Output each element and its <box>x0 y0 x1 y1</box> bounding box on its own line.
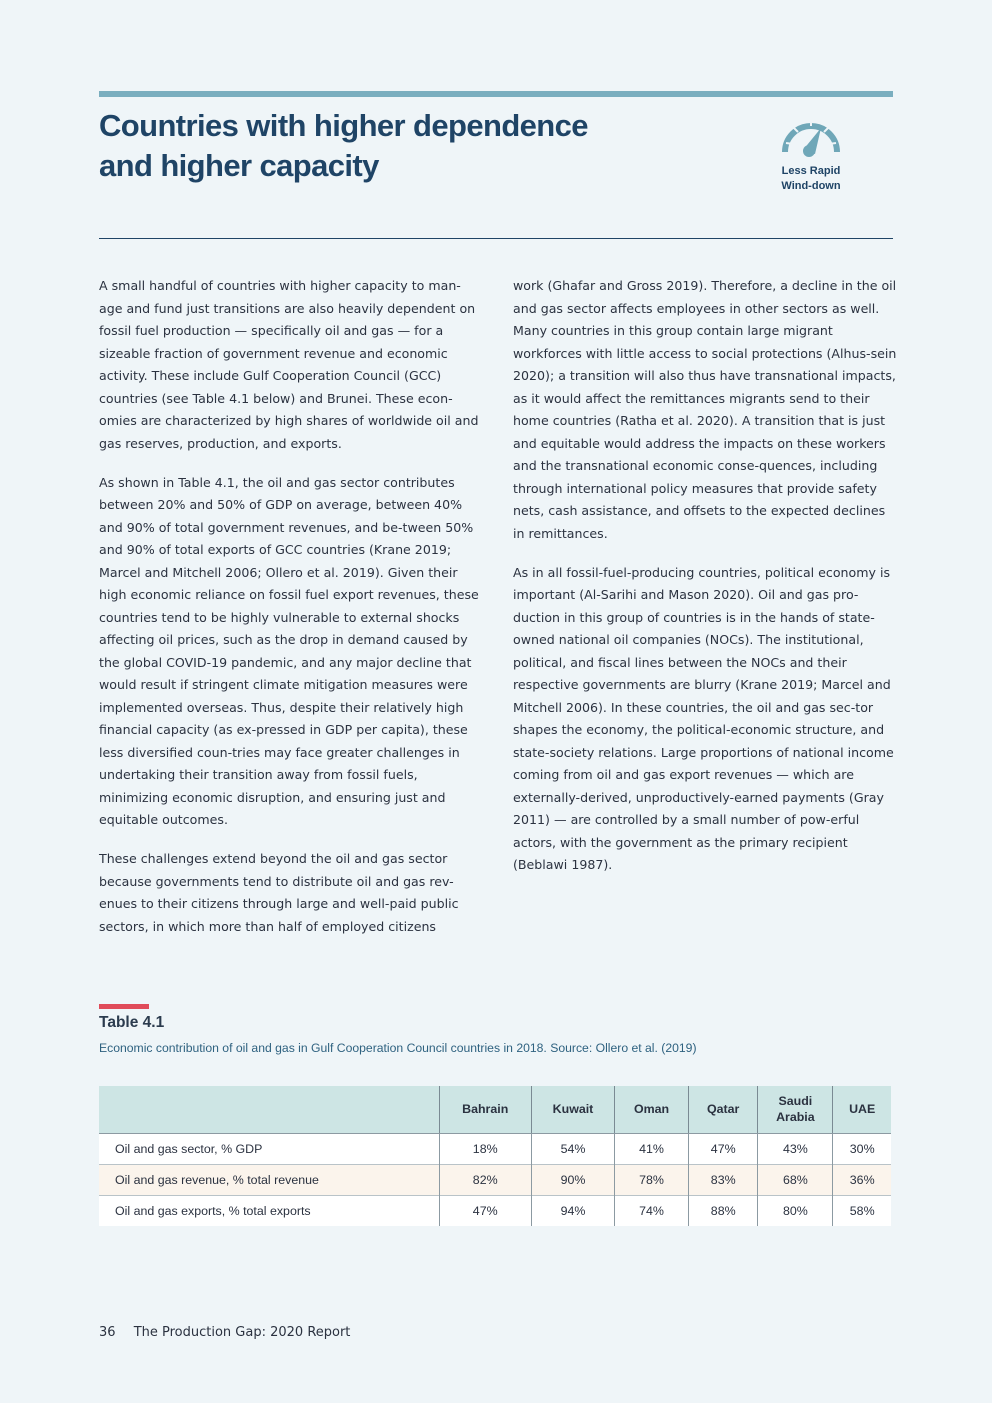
table-cell: 47% <box>689 1133 758 1164</box>
paragraph: These challenges extend beyond the oil and gas sector because governments tend to distribute oil and gas rev-enues to their citizens through large and well-paid public sectors, in which more than half of employed citizens <box>99 851 459 934</box>
table-cell: 54% <box>531 1133 614 1164</box>
table-cell: 36% <box>833 1164 891 1195</box>
badge-label-line-1: Less Rapid <box>781 165 841 177</box>
badge-label <box>765 164 857 194</box>
column-header-blank <box>99 1086 439 1133</box>
table-cell: 30% <box>833 1133 891 1164</box>
speedometer-icon <box>779 110 843 160</box>
table-cell: 90% <box>531 1164 614 1195</box>
report-title: The Production Gap: 2020 Report <box>133 1325 351 1340</box>
column-header-bahrain: Bahrain <box>439 1086 531 1133</box>
table-cell: 78% <box>615 1164 689 1195</box>
page-footer <box>99 1325 350 1340</box>
table-cell: 41% <box>615 1133 689 1164</box>
table-cell: 47% <box>439 1195 531 1226</box>
table-row <box>99 1164 891 1195</box>
paragraph: work (Ghafar and Gross 2019). Therefore, a decline in the oil and gas sector affects employees in other sectors as well. Many countries in this group contain large migrant workforces with little access to social protections (Alhus-sein 2020); a transition will also thus have transnational impacts, as it would affect the remittances migrants send to their home countries (Ratha et al. 2020). A transition that is just and equitable would address the impacts on these workers and the transnational economic conse-quences, including through international policy measures that provide safety nets, cash assistance, and offsets to the expected declines in remittances. <box>513 278 897 541</box>
table-row <box>99 1195 891 1226</box>
right-column <box>513 275 899 893</box>
table-row <box>99 1133 891 1164</box>
table-cell: 82% <box>439 1164 531 1195</box>
badge-label-line-2: Wind-down <box>781 180 841 192</box>
table-cell: 94% <box>531 1195 614 1226</box>
header-divider <box>99 238 893 239</box>
table-caption: Economic contribution of oil and gas in Gulf Cooperation Council countries in 2018. Source: Ollero et al. (2019) <box>99 1041 697 1055</box>
page-title-line-2: and higher capacity <box>99 148 379 183</box>
paragraph: As in all fossil-fuel-producing countries, political economy is important (Al-Sarihi and Mason 2020). Oil and gas pro-duction in this group of countries is in the hands of state-owned national oil companies (NOCs). The institutional, political, and fiscal lines between the NOCs and their respective governments are blurry (Krane 2019; Marcel and Mitchell 2006). In these countries, the oil and gas sec-tor shapes the economy, the political-economic structure, and state-society relations. Large proportions of national income coming from oil and gas export revenues — which are externally-derived, unproductively-earned payments (Gray 2011) — are controlled by a small number of pow-erful actors, with the government as the primary recipient (Beblawi 1987). <box>513 564 894 872</box>
wind-down-badge <box>765 110 857 194</box>
table-cell: 68% <box>758 1164 833 1195</box>
table-cell: 74% <box>615 1195 689 1226</box>
page-title-line-1: Countries with higher dependence <box>99 108 588 143</box>
row-label: Oil and gas exports, % total exports <box>99 1195 439 1226</box>
table-cell: 43% <box>758 1133 833 1164</box>
gcc-oil-gas-table <box>99 1086 891 1226</box>
column-header-kuwait: Kuwait <box>531 1086 614 1133</box>
row-label: Oil and gas revenue, % total revenue <box>99 1164 439 1195</box>
left-column <box>99 275 483 955</box>
page-title <box>99 106 659 186</box>
column-header-oman: Oman <box>615 1086 689 1133</box>
page-number: 36 <box>99 1325 116 1340</box>
row-label: Oil and gas sector, % GDP <box>99 1133 439 1164</box>
top-accent-rule <box>99 91 893 97</box>
column-header-uae: UAE <box>833 1086 891 1133</box>
table-header-row <box>99 1086 891 1133</box>
table-cell: 88% <box>689 1195 758 1226</box>
column-header-saudi-arabia: Saudi Arabia <box>758 1086 833 1133</box>
table-cell: 18% <box>439 1133 531 1164</box>
paragraph: As shown in Table 4.1, the oil and gas sector contributes between 20% and 50% of GDP on average, between 40% and 90% of total government revenues, and be-tween 50% and 90% of total exports of GCC countries (Krane 2019; Marcel and Mitchell 2006; Ollero et al. 2019). Given their high economic reliance on fossil fuel export revenues, these countries tend to be highly vulnerable to external shocks affecting oil prices, such as the drop in demand caused by the global COVID-19 pandemic, and any major decline that would result if stringent climate mitigation measures were implemented overseas. Thus, despite their relatively high financial capacity (as ex-pressed in GDP per capita), these less diversified coun-tries may face greater challenges in undertaking their transition away from fossil fuels, minimizing economic disruption, and ensuring just and equitable outcomes. <box>99 474 479 827</box>
table-accent-bar <box>99 1004 149 1009</box>
table-title: Table 4.1 <box>99 1014 165 1031</box>
table-cell: 80% <box>758 1195 833 1226</box>
column-header-qatar: Qatar <box>689 1086 758 1133</box>
table-cell: 58% <box>833 1195 891 1226</box>
table-cell: 83% <box>689 1164 758 1195</box>
paragraph: A small handful of countries with higher capacity to man-age and fund just transitions are also heavily dependent on fossil fuel production — specifically oil and gas — for a sizeable fraction of government revenue and economic activity. These include Gulf Cooperation Council (GCC) countries (see Table 4.1 below) and Brunei. These econ-omies are characterized by high shares of worldwide oil and gas reserves, production, and exports. <box>99 278 479 451</box>
